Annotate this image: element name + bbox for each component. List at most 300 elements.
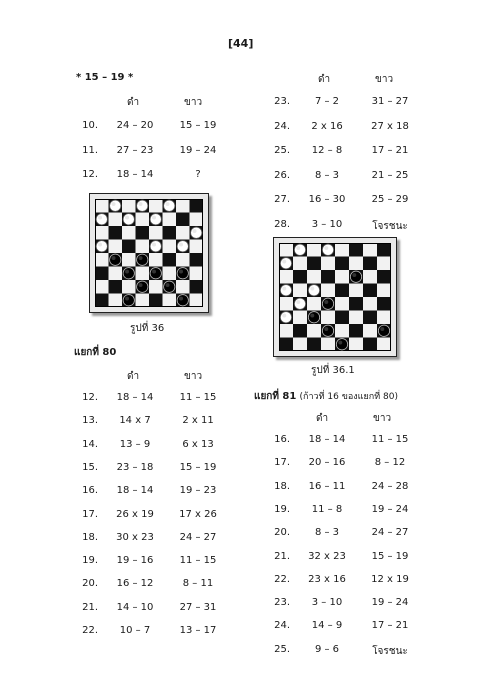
move-number: 14. xyxy=(82,438,98,450)
piece-highlight xyxy=(179,243,183,247)
black-piece xyxy=(123,268,134,279)
move-row xyxy=(70,145,250,159)
white-piece xyxy=(294,244,305,255)
piece-highlight xyxy=(139,256,143,260)
piece-highlight xyxy=(179,270,183,274)
variation-81-heading: แยกที่ 81 xyxy=(254,391,297,402)
white-piece xyxy=(191,227,202,238)
light-square xyxy=(279,243,293,257)
move-row xyxy=(70,555,250,569)
move-number: 15. xyxy=(82,461,98,473)
dark-square xyxy=(335,311,349,325)
white-piece xyxy=(96,241,107,252)
black-piece xyxy=(378,325,389,336)
board-36-svg xyxy=(95,199,203,307)
move-row xyxy=(262,434,442,448)
black-move: 12 – 8 xyxy=(311,145,343,156)
light-square xyxy=(335,243,349,257)
white-piece xyxy=(280,285,291,296)
piece-highlight xyxy=(338,341,342,345)
move-row xyxy=(262,551,442,565)
light-square xyxy=(163,267,177,281)
light-square xyxy=(279,270,293,284)
light-square xyxy=(293,338,307,352)
white-move: 31 – 27 xyxy=(371,96,409,107)
move-row xyxy=(262,527,442,541)
light-square xyxy=(136,240,150,254)
black-piece xyxy=(177,268,188,279)
light-square xyxy=(377,284,391,298)
light-square xyxy=(176,199,190,213)
move-row xyxy=(70,169,250,183)
white-piece xyxy=(177,241,188,252)
light-square xyxy=(349,257,363,271)
light-square xyxy=(293,284,307,298)
light-square xyxy=(163,294,177,308)
move-row xyxy=(70,485,250,499)
piece-highlight xyxy=(152,243,156,247)
black-move: 32 x 23 xyxy=(308,550,346,562)
dark-square xyxy=(176,213,190,227)
piece-highlight xyxy=(380,327,384,331)
piece-highlight xyxy=(125,216,129,220)
black-move: 9 – 6 xyxy=(314,643,340,655)
white-move: 27 – 31 xyxy=(179,601,217,613)
piece-highlight xyxy=(125,297,129,301)
white-move: 8 – 12 xyxy=(374,457,406,469)
light-square xyxy=(363,243,377,257)
move-number: 25. xyxy=(274,643,290,655)
white-move: 27 x 18 xyxy=(371,120,409,132)
black-move: 23 x 16 xyxy=(308,573,346,585)
light-square xyxy=(136,294,150,308)
move-row xyxy=(70,578,250,592)
white-move: ? xyxy=(195,169,201,180)
white-piece xyxy=(308,285,319,296)
black-piece xyxy=(123,295,134,306)
light-square xyxy=(293,311,307,325)
move-number: 16. xyxy=(82,485,98,497)
light-square xyxy=(190,213,204,227)
move-row xyxy=(262,170,442,184)
piece-highlight xyxy=(193,229,197,233)
move-row xyxy=(262,96,442,110)
light-square xyxy=(176,253,190,267)
white-move: 21 – 25 xyxy=(371,169,409,181)
variation-80-header-white: ขาว xyxy=(184,371,203,382)
dark-square xyxy=(95,294,109,308)
white-piece xyxy=(137,200,148,211)
move-row xyxy=(262,620,442,634)
light-square xyxy=(149,199,163,213)
light-square xyxy=(363,270,377,284)
dark-square xyxy=(363,284,377,298)
white-move: 19 – 24 xyxy=(371,503,409,515)
light-square xyxy=(95,280,109,294)
dark-square xyxy=(363,257,377,271)
checkers-board-figure-36-1 xyxy=(273,237,397,357)
white-piece xyxy=(150,241,161,252)
black-move: 19 – 16 xyxy=(116,555,154,567)
light-square xyxy=(122,280,136,294)
variation-81-header-black: ดำ xyxy=(316,413,329,424)
dark-square xyxy=(349,243,363,257)
dark-square xyxy=(163,253,177,267)
light-square xyxy=(335,270,349,284)
light-square xyxy=(307,270,321,284)
black-move: 27 – 23 xyxy=(116,144,154,156)
move-number: 20. xyxy=(82,578,98,590)
light-square xyxy=(349,284,363,298)
light-square xyxy=(122,199,136,213)
black-piece xyxy=(350,271,361,282)
black-move: 20 – 16 xyxy=(308,457,346,469)
move-number: 19. xyxy=(82,555,98,567)
light-square xyxy=(163,240,177,254)
variation-81-heading-note: (ก้าวที่ 16 ของแยกที่ 80) xyxy=(299,392,398,402)
column-header-black: ดำ xyxy=(127,97,140,108)
move-row xyxy=(262,504,442,518)
light-square xyxy=(122,253,136,267)
right-column-header-black: ดำ xyxy=(318,74,331,85)
light-square xyxy=(349,338,363,352)
move-number: 17. xyxy=(82,508,98,520)
light-square xyxy=(279,297,293,311)
black-piece xyxy=(137,254,148,265)
black-move: 18 – 14 xyxy=(116,485,154,497)
piece-highlight xyxy=(112,202,116,206)
black-move: 26 x 19 xyxy=(116,508,154,520)
move-number: 27. xyxy=(274,194,290,205)
black-move: 8 – 3 xyxy=(314,169,340,181)
white-move: 19 – 24 xyxy=(371,597,409,609)
dark-square xyxy=(349,297,363,311)
white-piece xyxy=(280,312,291,323)
white-move: 6 x 13 xyxy=(182,438,214,450)
light-square xyxy=(149,253,163,267)
white-piece xyxy=(150,214,161,225)
variation-81-header-white: ขาว xyxy=(373,413,392,424)
move-number: 26. xyxy=(274,169,290,181)
light-square xyxy=(321,311,335,325)
light-square xyxy=(321,257,335,271)
white-piece xyxy=(322,244,333,255)
light-square xyxy=(363,297,377,311)
piece-highlight xyxy=(282,314,286,318)
move-number: 25. xyxy=(274,145,290,156)
move-number: 19. xyxy=(274,503,290,515)
black-move: 24 – 20 xyxy=(116,120,154,131)
dark-square xyxy=(163,226,177,240)
light-square xyxy=(122,226,136,240)
white-piece xyxy=(294,298,305,309)
dark-square xyxy=(363,338,377,352)
move-number: 28. xyxy=(274,218,290,230)
black-piece xyxy=(110,254,121,265)
move-row xyxy=(70,602,250,616)
light-square xyxy=(176,226,190,240)
light-square xyxy=(335,297,349,311)
move-number: 18. xyxy=(274,480,290,492)
move-row xyxy=(70,509,250,523)
light-square xyxy=(377,338,391,352)
piece-highlight xyxy=(125,270,129,274)
checkers-board-figure-36 xyxy=(89,193,209,313)
light-square xyxy=(136,213,150,227)
black-move: 18 – 14 xyxy=(116,169,154,180)
piece-highlight xyxy=(296,246,300,250)
white-piece xyxy=(123,214,134,225)
move-number: 20. xyxy=(274,527,290,539)
dark-square xyxy=(109,226,123,240)
move-number: 24. xyxy=(274,120,290,132)
dark-square xyxy=(190,199,204,213)
light-square xyxy=(307,324,321,338)
black-move: 8 – 3 xyxy=(314,527,340,539)
dark-square xyxy=(95,267,109,281)
black-move: 7 – 2 xyxy=(314,96,340,107)
piece-highlight xyxy=(282,260,286,264)
piece-highlight xyxy=(352,273,356,277)
white-piece xyxy=(96,214,107,225)
white-move: 17 x 26 xyxy=(179,508,217,520)
black-move: 16 – 12 xyxy=(116,578,154,590)
white-move: 13 – 17 xyxy=(179,625,217,636)
light-square xyxy=(349,311,363,325)
black-move: 23 – 18 xyxy=(116,461,154,473)
dark-square xyxy=(377,243,391,257)
black-move: 3 – 10 xyxy=(311,597,343,609)
move-row xyxy=(262,121,442,135)
piece-highlight xyxy=(139,283,143,287)
piece-highlight xyxy=(324,327,328,331)
white-piece xyxy=(164,200,175,211)
black-piece xyxy=(322,325,333,336)
piece-highlight xyxy=(324,300,328,304)
light-square xyxy=(190,294,204,308)
piece-highlight xyxy=(296,300,300,304)
white-move: 25 – 29 xyxy=(371,194,409,205)
dark-square xyxy=(349,324,363,338)
white-move: 24 – 27 xyxy=(179,531,217,543)
white-move: 15 – 19 xyxy=(179,120,217,131)
white-move: 11 – 15 xyxy=(179,555,217,567)
white-move: โจรชนะ xyxy=(372,220,408,232)
black-piece xyxy=(308,312,319,323)
dark-square xyxy=(122,240,136,254)
dark-square xyxy=(335,257,349,271)
move-row xyxy=(70,415,250,429)
light-square xyxy=(321,338,335,352)
white-move: 24 – 28 xyxy=(371,480,409,492)
move-row xyxy=(70,439,250,453)
dark-square xyxy=(307,257,321,271)
dark-square xyxy=(293,270,307,284)
black-move: 16 – 11 xyxy=(308,480,346,492)
light-square xyxy=(149,280,163,294)
dark-square xyxy=(335,284,349,298)
move-row xyxy=(262,194,442,208)
black-piece xyxy=(336,339,347,350)
black-move: 14 – 9 xyxy=(311,620,343,632)
figure-caption-36: รูปที่ 36 xyxy=(130,323,165,334)
section-heading-15-19: * 15 – 19 * xyxy=(76,72,134,83)
move-row xyxy=(262,481,442,495)
black-move: 16 – 30 xyxy=(308,194,346,205)
move-number: 21. xyxy=(274,550,290,562)
black-move: 30 x 23 xyxy=(116,531,154,543)
move-number: 13. xyxy=(82,415,98,427)
light-square xyxy=(293,257,307,271)
light-square xyxy=(279,324,293,338)
move-row xyxy=(262,219,442,233)
piece-highlight xyxy=(98,216,102,220)
variation-80-heading: แยกที่ 80 xyxy=(74,347,117,358)
light-square xyxy=(109,240,123,254)
piece-highlight xyxy=(152,270,156,274)
light-square xyxy=(176,280,190,294)
move-row xyxy=(262,597,442,611)
dark-square xyxy=(307,338,321,352)
dark-square xyxy=(377,297,391,311)
dark-square xyxy=(149,294,163,308)
light-square xyxy=(136,267,150,281)
black-move: 18 – 14 xyxy=(116,392,154,403)
dark-square xyxy=(293,324,307,338)
move-number: 10. xyxy=(82,120,98,131)
black-move: 10 – 7 xyxy=(119,625,151,636)
black-move: 3 – 10 xyxy=(311,218,343,230)
white-move: โจรชนะ xyxy=(372,645,408,657)
white-piece xyxy=(280,258,291,269)
piece-highlight xyxy=(282,287,286,291)
piece-highlight xyxy=(310,287,314,291)
white-move: 15 – 19 xyxy=(179,461,217,473)
right-column-header-white: ขาว xyxy=(375,74,394,85)
dark-square xyxy=(321,270,335,284)
piece-highlight xyxy=(139,202,143,206)
move-number: 21. xyxy=(82,601,98,613)
light-square xyxy=(377,311,391,325)
white-move: 12 x 19 xyxy=(371,573,409,585)
black-piece xyxy=(137,281,148,292)
light-square xyxy=(109,267,123,281)
move-row xyxy=(70,625,250,639)
white-piece xyxy=(110,200,121,211)
move-row xyxy=(262,457,442,471)
light-square xyxy=(109,294,123,308)
white-move: 17 – 21 xyxy=(371,620,409,632)
white-move: 15 – 19 xyxy=(371,550,409,562)
move-number: 18. xyxy=(82,531,98,543)
white-move: 8 – 11 xyxy=(182,578,214,590)
move-row xyxy=(70,532,250,546)
move-number: 23. xyxy=(274,96,290,107)
light-square xyxy=(377,257,391,271)
move-number: 22. xyxy=(274,573,290,585)
white-move: 2 x 11 xyxy=(182,415,214,427)
light-square xyxy=(109,213,123,227)
black-piece xyxy=(164,281,175,292)
light-square xyxy=(190,240,204,254)
light-square xyxy=(163,213,177,227)
piece-highlight xyxy=(112,256,116,260)
move-row xyxy=(262,574,442,588)
variation-81-heading-line xyxy=(254,389,398,404)
light-square xyxy=(321,284,335,298)
black-move: 11 – 8 xyxy=(311,503,343,515)
move-number: 16. xyxy=(274,434,290,445)
move-row xyxy=(262,145,442,159)
move-row xyxy=(70,462,250,476)
move-row xyxy=(70,392,250,406)
light-square xyxy=(190,267,204,281)
black-move: 14 – 10 xyxy=(116,601,154,613)
dark-square xyxy=(136,226,150,240)
white-move: 19 – 23 xyxy=(179,485,217,497)
light-square xyxy=(149,226,163,240)
move-number: 12. xyxy=(82,169,98,180)
light-square xyxy=(363,324,377,338)
move-number: 12. xyxy=(82,392,98,403)
black-move: 2 x 16 xyxy=(311,120,343,132)
dark-square xyxy=(377,270,391,284)
light-square xyxy=(95,226,109,240)
piece-highlight xyxy=(98,243,102,247)
page-number: [44] xyxy=(228,37,254,50)
move-number: 11. xyxy=(82,144,98,156)
black-piece xyxy=(322,298,333,309)
move-row xyxy=(70,120,250,134)
light-square xyxy=(307,243,321,257)
dark-square xyxy=(109,280,123,294)
white-move: 11 – 15 xyxy=(179,392,217,403)
dark-square xyxy=(363,311,377,325)
variation-80-header-black: ดำ xyxy=(127,371,140,382)
column-header-white: ขาว xyxy=(184,97,203,108)
figure-caption-36-1: รูปที่ 36.1 xyxy=(311,365,355,376)
piece-highlight xyxy=(324,246,328,250)
piece-highlight xyxy=(179,297,183,301)
light-square xyxy=(95,253,109,267)
board-36-1-svg xyxy=(279,243,391,351)
black-move: 14 x 7 xyxy=(119,415,151,427)
light-square xyxy=(307,297,321,311)
move-number: 23. xyxy=(274,597,290,609)
dark-square xyxy=(190,280,204,294)
move-number: 24. xyxy=(274,620,290,632)
light-square xyxy=(335,324,349,338)
piece-highlight xyxy=(166,202,170,206)
piece-highlight xyxy=(152,216,156,220)
move-number: 17. xyxy=(274,457,290,469)
piece-highlight xyxy=(166,283,170,287)
dark-square xyxy=(190,253,204,267)
move-row xyxy=(262,644,442,658)
black-piece xyxy=(177,295,188,306)
light-square xyxy=(95,199,109,213)
white-move: 19 – 24 xyxy=(179,144,217,156)
black-move: 13 – 9 xyxy=(119,438,151,450)
black-move: 18 – 14 xyxy=(308,434,346,445)
white-move: 11 – 15 xyxy=(371,434,409,445)
white-move: 24 – 27 xyxy=(371,527,409,539)
black-piece xyxy=(150,268,161,279)
dark-square xyxy=(279,338,293,352)
white-move: 17 – 21 xyxy=(371,145,409,156)
piece-highlight xyxy=(310,314,314,318)
move-number: 22. xyxy=(82,625,98,636)
